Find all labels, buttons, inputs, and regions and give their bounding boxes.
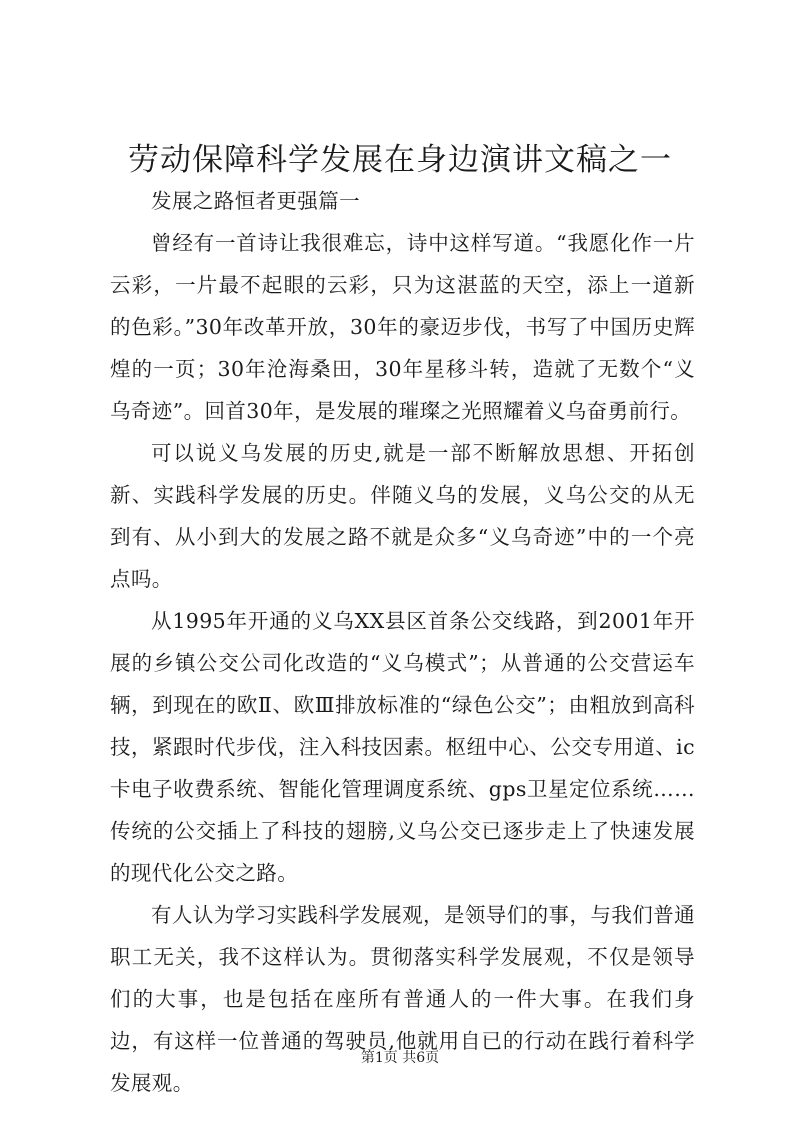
subtitle-paragraph: 发展之路恒者更强篇一 — [151, 189, 360, 213]
document-body — [110, 180, 695, 1104]
body-paragraph-4: 有人认为学习实践科学发展观，是领导们的事，与我们普通职工无关，我不这样认为。贯彻落实科学发展观，不仅是领导们的大事，也是包括在座所有普通人的一件大事。在我们身边，有这样一位普通的驾驶员,他就用自已的行动在践行着科学发展观。 — [110, 903, 695, 1095]
page-number-footer: 第1页 共6页 — [360, 1050, 440, 1066]
document-title: 劳动保障科学发展在身边演讲文稿之一 — [128, 142, 672, 178]
body-paragraph-2: 可以说义乌发展的历史,就是一部不断解放思想、开拓创新、实践科学发展的历史。伴随义乌的发展，义乌公交的从无到有、从小到大的发展之路不就是众多“义乌奇迹”中的一个亮点吗。 — [110, 441, 695, 591]
body-paragraph-1: 曾经有一首诗让我很难忘，诗中这样写道。“我愿化作一片云彩，一片最不起眼的云彩，只为这湛蓝的天空，添上一道新的色彩。”30年改革开放，30年的豪迈步伐，书写了中国历史辉煌的一页；30年沧海桑田，30年星移斗转，造就了无数个“义乌奇迹”。回首30年，是发展的璀璨之光照耀着义乌奋勇前行。 — [110, 231, 695, 423]
body-paragraph-3: 从1995年开通的义乌XX县区首条公交线路，到2001年开展的乡镇公交公司化改造的“义乌模式”；从普通的公交营运车辆，到现在的欧Ⅱ、欧Ⅲ排放标准的“绿色公交”；由粗放到高科技，紧跟时代步伐，注入科技因素。枢纽中心、公交专用道、ic卡电子收费系统、智能化管理调度系统、gps卫星定位系统……传统的公交插上了科技的翅膀,义乌公交已逐步走上了快速发展的现代化公交之路。 — [110, 609, 695, 885]
